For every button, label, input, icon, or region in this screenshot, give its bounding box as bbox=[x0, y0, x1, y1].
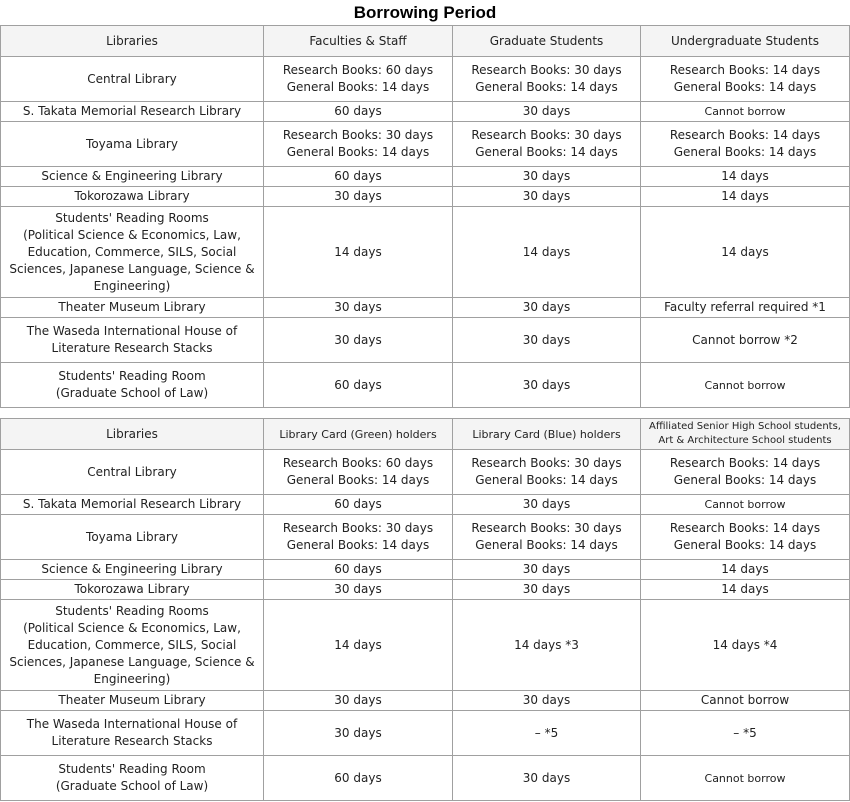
cell-period: 60 days bbox=[264, 560, 453, 580]
cell-period: 30 days bbox=[453, 167, 641, 187]
library-name: Toyama Library bbox=[1, 122, 264, 167]
library-name: Science & Engineering Library bbox=[1, 560, 264, 580]
cell-period: Research Books: 14 days General Books: 14 days bbox=[641, 515, 850, 560]
cell-period: 14 days bbox=[641, 207, 850, 298]
table-row bbox=[1, 57, 850, 102]
cell-period: 14 days bbox=[453, 207, 641, 298]
table-row bbox=[1, 187, 850, 207]
table-row bbox=[1, 756, 850, 801]
library-name: Theater Museum Library bbox=[1, 298, 264, 318]
table-row bbox=[1, 600, 850, 691]
cell-period: 30 days bbox=[264, 711, 453, 756]
table-row bbox=[1, 122, 850, 167]
library-name: Students' Reading Rooms (Political Science & Economics, Law, Education, Commerce, SILS, Social Sciences, Japanese Language, Science & Engineering) bbox=[1, 600, 264, 691]
library-name: Central Library bbox=[1, 57, 264, 102]
library-name: S. Takata Memorial Research Library bbox=[1, 102, 264, 122]
table-row bbox=[1, 580, 850, 600]
header-blue-card-holders: Library Card (Blue) holders bbox=[453, 419, 641, 450]
cell-period: 14 days *3 bbox=[453, 600, 641, 691]
cell-period: Faculty referral required *1 bbox=[641, 298, 850, 318]
cell-period: Cannot borrow *2 bbox=[641, 318, 850, 363]
library-name: Students' Reading Rooms (Political Science & Economics, Law, Education, Commerce, SILS, Social Sciences, Japanese Language, Science & Engineering) bbox=[1, 207, 264, 298]
cell-period: 14 days bbox=[641, 580, 850, 600]
cell-period: 30 days bbox=[264, 580, 453, 600]
cell-period: 30 days bbox=[264, 318, 453, 363]
cell-period: Cannot borrow bbox=[641, 363, 850, 408]
cell-period: 30 days bbox=[453, 691, 641, 711]
table-row bbox=[1, 691, 850, 711]
library-name: Science & Engineering Library bbox=[1, 167, 264, 187]
cell-period: 30 days bbox=[453, 187, 641, 207]
cell-period: Research Books: 30 days General Books: 14 days bbox=[264, 515, 453, 560]
table-row bbox=[1, 515, 850, 560]
header-affiliated-students: Affiliated Senior High School students, Art & Architecture School students bbox=[641, 419, 850, 450]
cell-period: 30 days bbox=[264, 187, 453, 207]
cell-period: Research Books: 30 days General Books: 14 days bbox=[453, 450, 641, 495]
library-name: Tokorozawa Library bbox=[1, 187, 264, 207]
borrowing-table-card-holders bbox=[0, 418, 850, 801]
header-libraries: Libraries bbox=[1, 26, 264, 57]
cell-period: 30 days bbox=[453, 298, 641, 318]
cell-period: 30 days bbox=[264, 691, 453, 711]
cell-period: 14 days bbox=[264, 207, 453, 298]
cell-period: Cannot borrow bbox=[641, 691, 850, 711]
cell-period: – *5 bbox=[641, 711, 850, 756]
cell-period: Research Books: 30 days General Books: 14 days bbox=[453, 515, 641, 560]
header-graduate-students: Graduate Students bbox=[453, 26, 641, 57]
cell-period: Research Books: 14 days General Books: 14 days bbox=[641, 122, 850, 167]
cell-period: Research Books: 14 days General Books: 14 days bbox=[641, 57, 850, 102]
table-row bbox=[1, 207, 850, 298]
header-libraries: Libraries bbox=[1, 419, 264, 450]
table-row bbox=[1, 363, 850, 408]
cell-period: 30 days bbox=[453, 363, 641, 408]
cell-period: 60 days bbox=[264, 495, 453, 515]
library-name: Students' Reading Room (Graduate School of Law) bbox=[1, 756, 264, 801]
cell-period: 30 days bbox=[453, 102, 641, 122]
table-row bbox=[1, 318, 850, 363]
cell-period: Research Books: 14 days General Books: 14 days bbox=[641, 450, 850, 495]
table-row bbox=[1, 298, 850, 318]
cell-period: 14 days bbox=[641, 560, 850, 580]
cell-period: Cannot borrow bbox=[641, 756, 850, 801]
library-name: Toyama Library bbox=[1, 515, 264, 560]
borrowing-table-students bbox=[0, 25, 850, 408]
table-row bbox=[1, 560, 850, 580]
cell-period: 14 days *4 bbox=[641, 600, 850, 691]
library-name: Theater Museum Library bbox=[1, 691, 264, 711]
cell-period: 14 days bbox=[264, 600, 453, 691]
cell-period: 60 days bbox=[264, 363, 453, 408]
library-name: Central Library bbox=[1, 450, 264, 495]
cell-period: Research Books: 30 days General Books: 14 days bbox=[264, 122, 453, 167]
cell-period: Cannot borrow bbox=[641, 495, 850, 515]
library-name: The Waseda International House of Literature Research Stacks bbox=[1, 711, 264, 756]
library-name: Tokorozawa Library bbox=[1, 580, 264, 600]
table-row bbox=[1, 450, 850, 495]
table-row bbox=[1, 102, 850, 122]
cell-period: Research Books: 60 days General Books: 14 days bbox=[264, 450, 453, 495]
cell-period: 60 days bbox=[264, 756, 453, 801]
cell-period: 60 days bbox=[264, 167, 453, 187]
cell-period: 30 days bbox=[453, 756, 641, 801]
cell-period: – *5 bbox=[453, 711, 641, 756]
header-faculties-staff: Faculties & Staff bbox=[264, 26, 453, 57]
header-undergraduate-students: Undergraduate Students bbox=[641, 26, 850, 57]
header-green-card-holders: Library Card (Green) holders bbox=[264, 419, 453, 450]
cell-period: 30 days bbox=[264, 298, 453, 318]
page-title: Borrowing Period bbox=[353, 3, 497, 22]
table-row bbox=[1, 711, 850, 756]
cell-period: 60 days bbox=[264, 102, 453, 122]
cell-period: 14 days bbox=[641, 187, 850, 207]
library-name: The Waseda International House of Literature Research Stacks bbox=[1, 318, 264, 363]
table-row bbox=[1, 167, 850, 187]
cell-period: Research Books: 30 days General Books: 14 days bbox=[453, 57, 641, 102]
cell-period: Research Books: 60 days General Books: 14 days bbox=[264, 57, 453, 102]
cell-period: 30 days bbox=[453, 580, 641, 600]
cell-period: 30 days bbox=[453, 318, 641, 363]
cell-period: 30 days bbox=[453, 495, 641, 515]
table-row bbox=[1, 495, 850, 515]
library-name: S. Takata Memorial Research Library bbox=[1, 495, 264, 515]
cell-period: 30 days bbox=[453, 560, 641, 580]
cell-period: Research Books: 30 days General Books: 14 days bbox=[453, 122, 641, 167]
cell-period: Cannot borrow bbox=[641, 102, 850, 122]
library-name: Students' Reading Room (Graduate School of Law) bbox=[1, 363, 264, 408]
cell-period: 14 days bbox=[641, 167, 850, 187]
